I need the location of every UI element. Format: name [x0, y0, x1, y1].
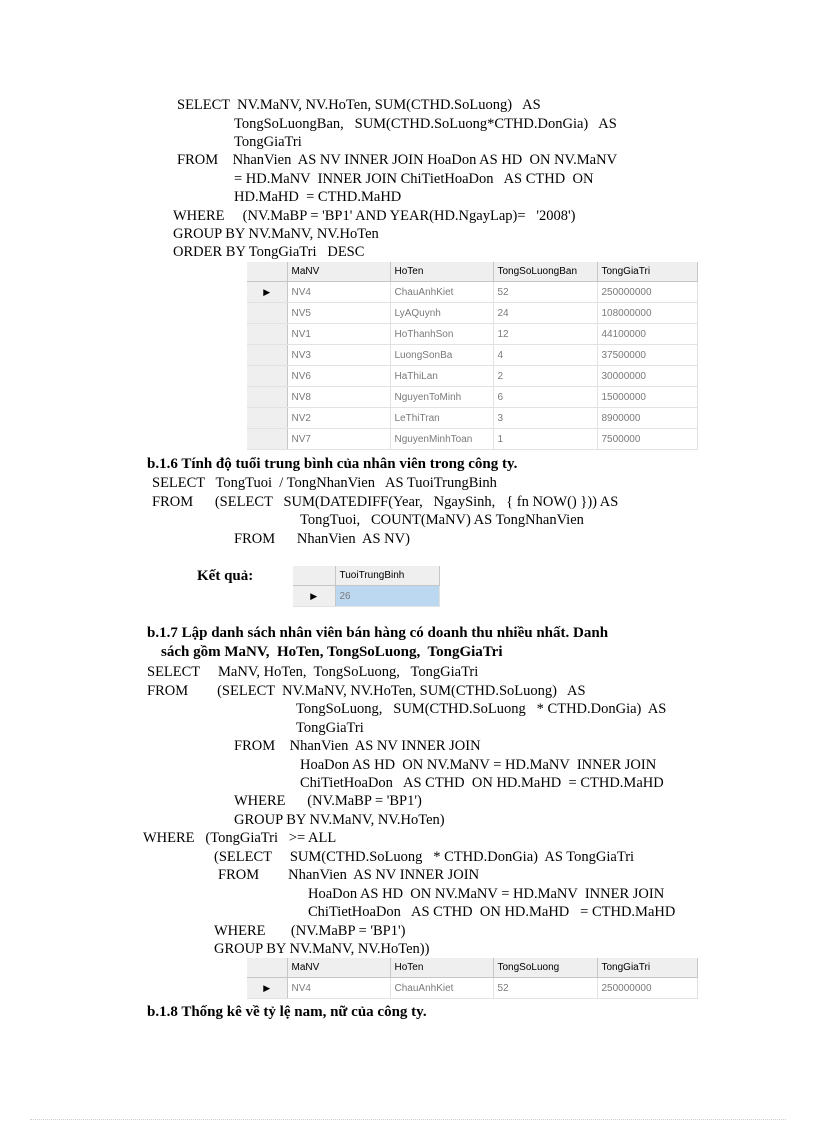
- grid-header-row: [293, 566, 439, 586]
- table-cell[interactable]: HoThanhSon: [390, 324, 493, 345]
- column-header[interactable]: TongGiaTri: [597, 262, 697, 282]
- code-line: SELECT TongTuoi / TongNhanVien AS TuoiTrungBinh: [152, 475, 497, 491]
- table-row[interactable]: [293, 586, 439, 607]
- table-cell[interactable]: 3: [493, 408, 597, 429]
- section-heading-b17: b.1.7 Lập danh sách nhân viên bán hàng có doanh thu nhiều nhất. Danh: [147, 625, 609, 641]
- code-line: FROM NhanVien AS NV INNER JOIN: [234, 738, 481, 754]
- code-line: FROM (SELECT NV.MaNV, NV.HoTen, SUM(CTHD.SoLuong) AS: [147, 683, 586, 699]
- code-line: ChiTietHoaDon AS CTHD ON HD.MaHD = CTHD.MaHD: [300, 775, 664, 791]
- table-row[interactable]: [247, 345, 697, 366]
- row-header[interactable]: [247, 387, 287, 408]
- table-row[interactable]: [247, 324, 697, 345]
- code-line: WHERE (NV.MaBP = 'BP1' AND YEAR(HD.NgayLap)= '2008'): [173, 208, 576, 224]
- code-line: GROUP BY NV.MaNV, NV.HoTen: [173, 226, 379, 242]
- table-cell[interactable]: ChauAnhKiet: [390, 978, 493, 999]
- section-heading-b17-line2: sách gồm MaNV, HoTen, TongSoLuong, TongGiaTri: [161, 644, 503, 660]
- code-line: HoaDon AS HD ON NV.MaNV = HD.MaNV INNER JOIN: [308, 886, 665, 902]
- table-row[interactable]: [247, 366, 697, 387]
- table-cell[interactable]: 250000000: [597, 282, 697, 303]
- code-line: HD.MaHD = CTHD.MaHD: [234, 189, 402, 205]
- table-row[interactable]: [247, 387, 697, 408]
- code-line: HoaDon AS HD ON NV.MaNV = HD.MaNV INNER JOIN: [300, 757, 657, 773]
- row-header[interactable]: [247, 345, 287, 366]
- code-line: WHERE (NV.MaBP = 'BP1'): [214, 923, 406, 939]
- table-row[interactable]: [247, 282, 697, 303]
- table-cell[interactable]: 44100000: [597, 324, 697, 345]
- code-line: TongGiaTri: [234, 134, 302, 150]
- table-cell[interactable]: NguyenMinhToan: [390, 429, 493, 450]
- row-header[interactable]: [247, 303, 287, 324]
- table-cell[interactable]: LeThiTran: [390, 408, 493, 429]
- column-header[interactable]: MaNV: [287, 262, 390, 282]
- code-line: TongSoLuongBan, SUM(CTHD.SoLuong*CTHD.DonGia) AS: [234, 116, 617, 132]
- code-line: FROM NhanVien AS NV): [234, 531, 410, 547]
- page-footer-divider: [30, 1119, 786, 1120]
- code-line: WHERE (TongGiaTri >= ALL: [143, 830, 337, 846]
- column-header[interactable]: TongGiaTri: [597, 958, 697, 978]
- section-heading-b18: b.1.8 Thống kê về tỷ lệ nam, nữ của công ty.: [147, 1004, 427, 1020]
- code-line: FROM NhanVien AS NV INNER JOIN: [218, 867, 480, 883]
- table-cell[interactable]: 7500000: [597, 429, 697, 450]
- table-cell[interactable]: NV4: [287, 282, 390, 303]
- table-cell[interactable]: NV5: [287, 303, 390, 324]
- column-header[interactable]: MaNV: [287, 958, 390, 978]
- table-cell[interactable]: 52: [493, 978, 597, 999]
- table-cell[interactable]: 24: [493, 303, 597, 324]
- table-cell[interactable]: NV8: [287, 387, 390, 408]
- column-header[interactable]: TongSoLuongBan: [493, 262, 597, 282]
- section-heading-b16: b.1.6 Tính độ tuổi trung bình của nhân viên trong công ty.: [147, 456, 518, 472]
- result-label: Kết quả:: [197, 568, 254, 584]
- code-line: TongTuoi, COUNT(MaNV) AS TongNhanVien: [300, 512, 584, 528]
- grid-corner: [247, 262, 287, 282]
- table-cell[interactable]: 52: [493, 282, 597, 303]
- row-header[interactable]: [247, 366, 287, 387]
- row-header[interactable]: [247, 324, 287, 345]
- code-line: ORDER BY TongGiaTri DESC: [173, 244, 365, 260]
- table-cell[interactable]: NV7: [287, 429, 390, 450]
- table-cell[interactable]: 2: [493, 366, 597, 387]
- table-cell[interactable]: 4: [493, 345, 597, 366]
- table-cell[interactable]: NV2: [287, 408, 390, 429]
- table-cell[interactable]: 108000000: [597, 303, 697, 324]
- current-row-marker-icon: ▶: [293, 586, 335, 607]
- code-line: TongSoLuong, SUM(CTHD.SoLuong * CTHD.DonGia) AS: [296, 701, 667, 717]
- result-grid-3: [247, 958, 698, 999]
- result-grid-1: [247, 262, 698, 450]
- table-cell[interactable]: NV1: [287, 324, 390, 345]
- code-line: TongGiaTri: [296, 720, 364, 736]
- grid-corner: [247, 958, 287, 978]
- grid-header-row: [247, 958, 697, 978]
- code-line: ChiTietHoaDon AS CTHD ON HD.MaHD = CTHD.MaHD: [308, 904, 676, 920]
- row-header[interactable]: [247, 408, 287, 429]
- table-cell[interactable]: HaThiLan: [390, 366, 493, 387]
- code-line: FROM NhanVien AS NV INNER JOIN HoaDon AS HD ON NV.MaNV: [177, 152, 618, 168]
- table-row[interactable]: [247, 978, 697, 999]
- table-cell[interactable]: 1: [493, 429, 597, 450]
- row-header[interactable]: [247, 429, 287, 450]
- column-header[interactable]: HoTen: [390, 262, 493, 282]
- code-line: WHERE (NV.MaBP = 'BP1'): [234, 793, 422, 809]
- current-row-marker-icon: ▶: [247, 282, 287, 303]
- table-cell[interactable]: 12: [493, 324, 597, 345]
- table-cell[interactable]: ChauAnhKiet: [390, 282, 493, 303]
- result-grid-2: [293, 566, 440, 607]
- column-header[interactable]: HoTen: [390, 958, 493, 978]
- code-line: SELECT MaNV, HoTen, TongSoLuong, TongGiaTri: [147, 664, 479, 680]
- current-row-marker-icon: ▶: [247, 978, 287, 999]
- table-cell[interactable]: 15000000: [597, 387, 697, 408]
- column-header[interactable]: TuoiTrungBinh: [335, 566, 439, 586]
- code-line: SELECT NV.MaNV, NV.HoTen, SUM(CTHD.SoLuong) AS: [177, 97, 541, 113]
- table-row[interactable]: [247, 429, 697, 450]
- table-cell[interactable]: NV3: [287, 345, 390, 366]
- code-line: = HD.MaNV INNER JOIN ChiTietHoaDon AS CTHD ON: [234, 171, 594, 187]
- table-cell[interactable]: LyAQuynh: [390, 303, 493, 324]
- grid-header-row: [247, 262, 697, 282]
- table-cell[interactable]: NV6: [287, 366, 390, 387]
- table-cell[interactable]: NV4: [287, 978, 390, 999]
- code-line: FROM (SELECT SUM(DATEDIFF(Year, NgaySinh, { fn NOW() })) AS: [152, 494, 619, 510]
- table-row[interactable]: [247, 303, 697, 324]
- grid-corner: [293, 566, 335, 586]
- table-cell[interactable]: 8900000: [597, 408, 697, 429]
- table-row[interactable]: [247, 408, 697, 429]
- code-line: GROUP BY NV.MaNV, NV.HoTen)): [214, 941, 430, 957]
- table-cell[interactable]: 37500000: [597, 345, 697, 366]
- table-cell[interactable]: LuongSonBa: [390, 345, 493, 366]
- code-line: (SELECT SUM(CTHD.SoLuong * CTHD.DonGia) AS TongGiaTri: [214, 849, 635, 865]
- table-cell[interactable]: 26: [335, 586, 439, 607]
- table-cell[interactable]: NguyenToMinh: [390, 387, 493, 408]
- code-line: GROUP BY NV.MaNV, NV.HoTen): [234, 812, 445, 828]
- table-cell[interactable]: 6: [493, 387, 597, 408]
- table-cell[interactable]: 250000000: [597, 978, 697, 999]
- column-header[interactable]: TongSoLuong: [493, 958, 597, 978]
- table-cell[interactable]: 30000000: [597, 366, 697, 387]
